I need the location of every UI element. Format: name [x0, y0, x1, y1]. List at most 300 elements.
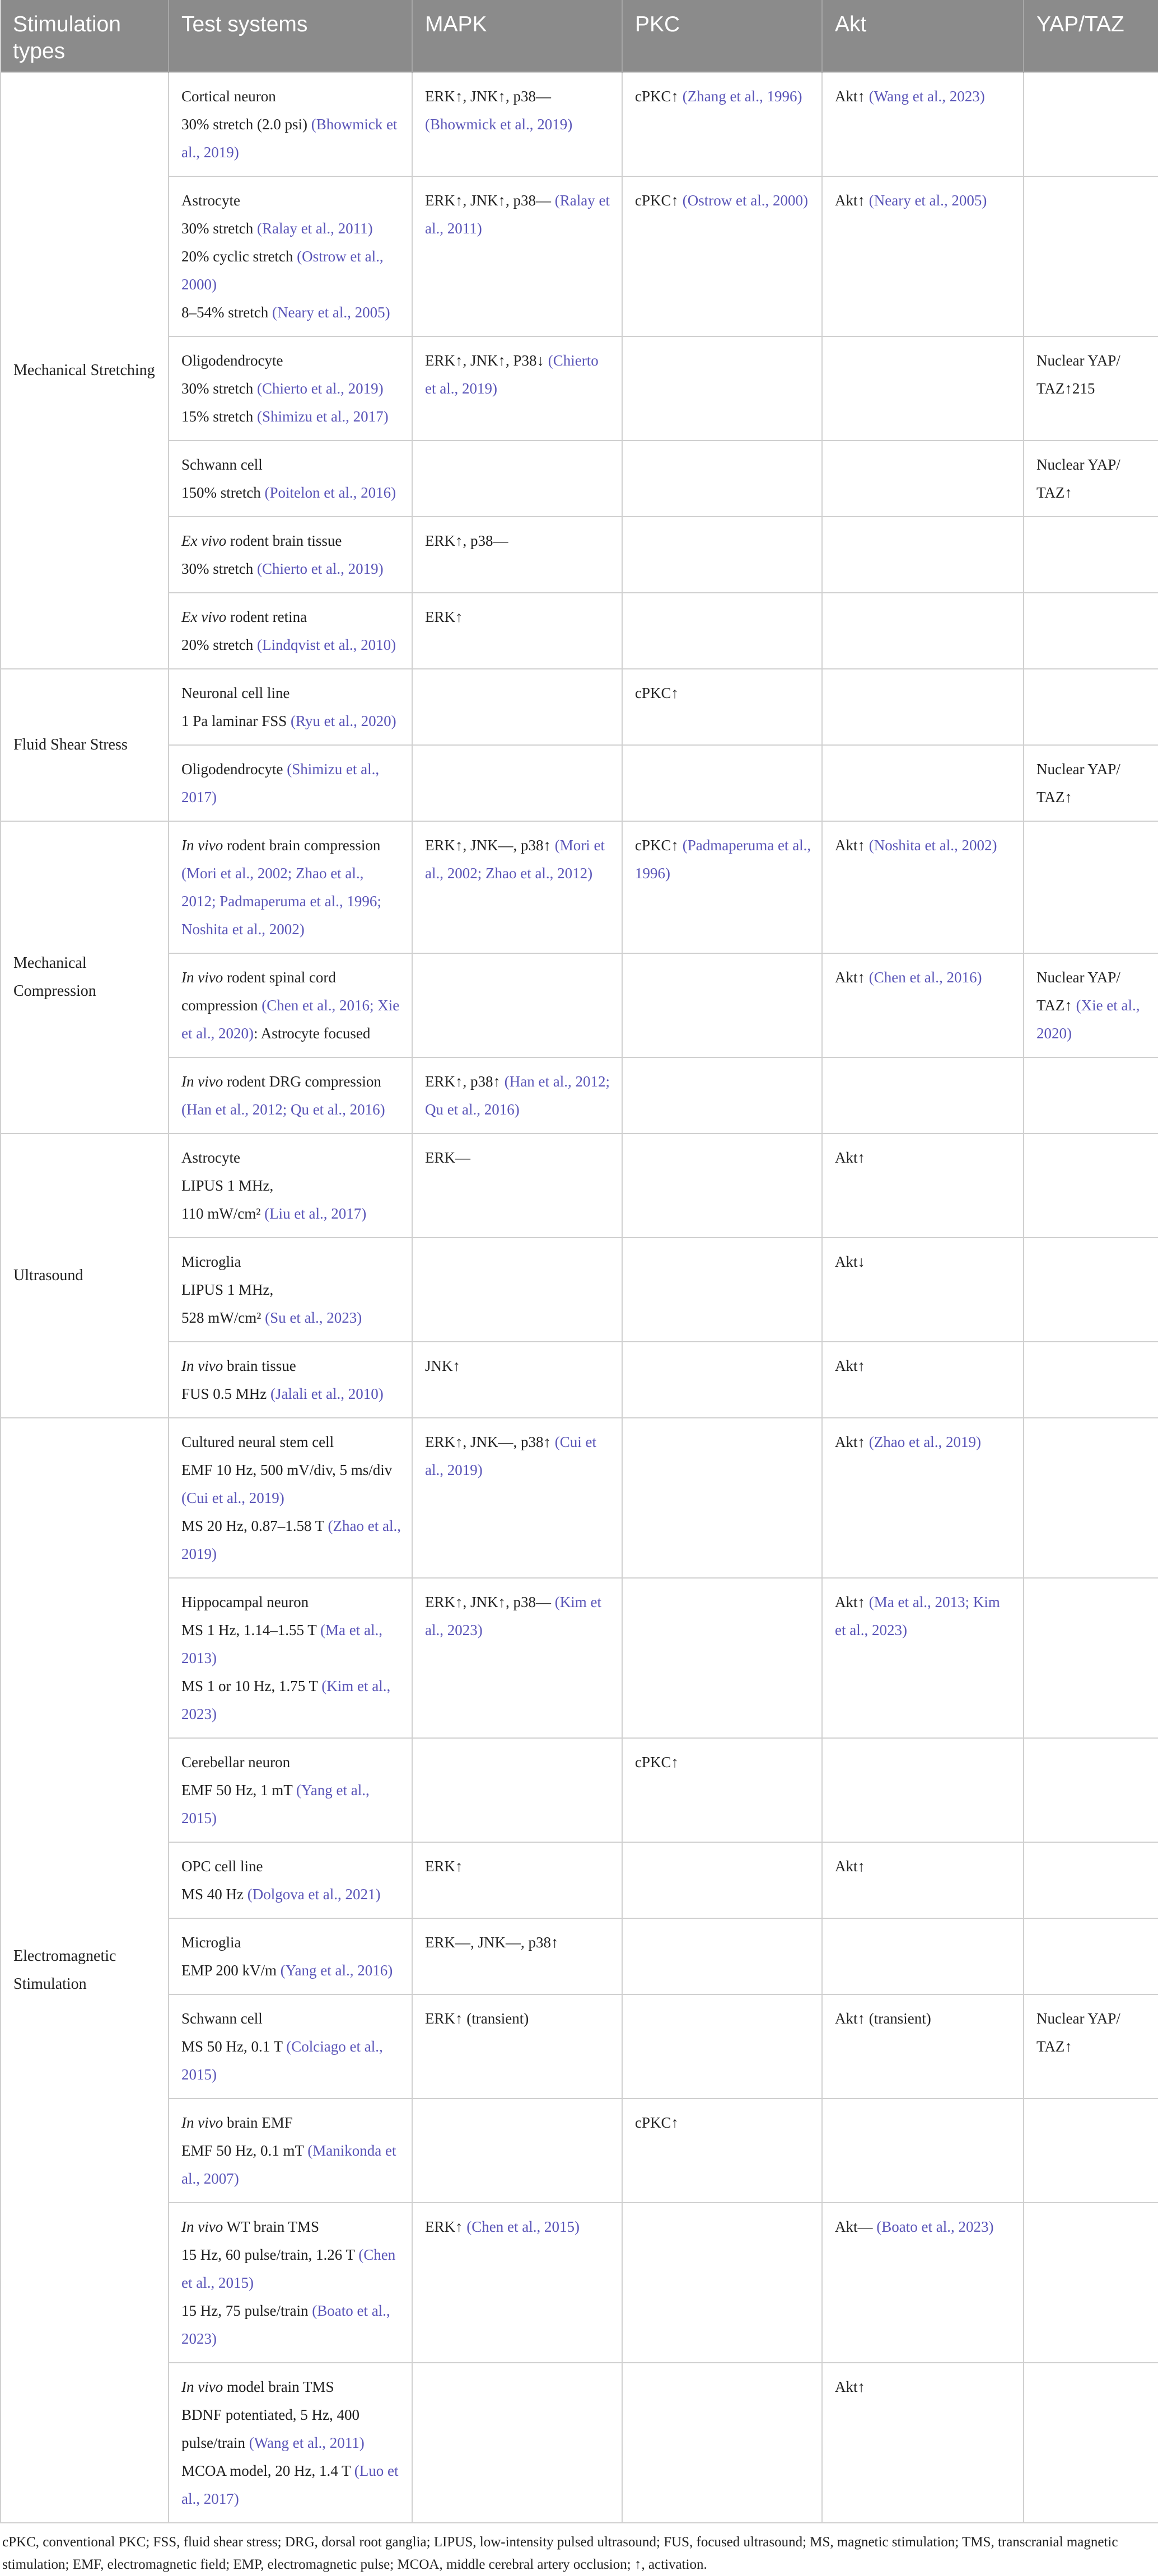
cell-line — [181, 1172, 401, 1200]
stimulation-type-cell: Fluid Shear Stress — [1, 669, 169, 821]
table-row — [1, 2099, 1158, 2203]
akt-cell — [822, 2099, 1024, 2203]
cell-line — [181, 2213, 401, 2241]
cell-line — [181, 374, 401, 402]
table-row — [1, 1842, 1158, 1918]
citation-link[interactable]: (Zhao et al., 2019) — [181, 1518, 401, 1562]
cell-line — [425, 1852, 611, 1880]
cell-text: Akt↑ — [835, 1434, 869, 1450]
citation-link[interactable]: (Noshita et al., 2002) — [868, 837, 997, 854]
citation-link[interactable]: (Ma et al., 2013; Kim et al., 2023) — [835, 1594, 1000, 1638]
cell-text: Schwann cell — [181, 2010, 263, 2027]
akt-cell — [822, 2363, 1024, 2523]
cell-line — [181, 298, 401, 326]
cell-line — [181, 346, 401, 374]
akt-cell — [822, 1738, 1024, 1842]
mapk-cell — [412, 1134, 622, 1238]
table-footnote: cPKC, conventional PKC; FSS, fluid shear stress; DRG, dorsal root ganglia; LIPUS, low-intensity pulsed ultrasound; FUS, focused ultrasound; MS, magnetic stimulation; TMS, transcranial magnetic stimulation; EMF, electromagnetic field; EMP, electromagnetic pulse; MCOA, middle cerebral artery occlusion; ↑, activation. — [2, 2535, 1118, 2572]
citation-link[interactable]: (Chen et al., 2015) — [181, 2246, 396, 2291]
cell-text: In vivo — [181, 969, 223, 986]
mapk-cell — [412, 72, 622, 176]
yap-taz-cell — [1024, 1134, 1158, 1238]
cell-line — [425, 603, 611, 631]
cell-text: MS 40 Hz — [181, 1886, 248, 1903]
cell-text: EMF 50 Hz, 1 mT — [181, 1782, 297, 1798]
cell-text: rodent DRG compression — [223, 1073, 381, 1090]
pkc-cell — [622, 953, 822, 1057]
akt-cell — [822, 176, 1024, 336]
cell-line — [835, 1428, 1013, 1456]
cell-line — [181, 214, 401, 242]
citation-link[interactable]: (Neary et al., 2005) — [868, 192, 987, 209]
table-header — [1, 0, 1158, 72]
cell-text: Ex vivo — [181, 608, 227, 625]
cell-text: ERK↑ (transient) — [425, 2010, 529, 2027]
citation-link[interactable]: (Ryu et al., 2020) — [291, 713, 396, 729]
mapk-cell — [412, 1057, 622, 1134]
cell-line — [181, 707, 401, 735]
cell-text: ERK↑ — [425, 1858, 463, 1875]
cell-text: cPKC↑ — [635, 1754, 679, 1771]
cell-line — [181, 2457, 401, 2513]
akt-cell — [822, 1342, 1024, 1418]
table-row — [1, 176, 1158, 336]
cell-text: In vivo — [181, 2378, 223, 2395]
akt-cell — [822, 821, 1024, 953]
cell-line — [181, 242, 401, 298]
cell-line — [835, 1852, 1013, 1880]
cell-line — [635, 831, 811, 887]
cell-line — [425, 1352, 611, 1380]
akt-cell — [822, 1134, 1024, 1238]
citation-link[interactable]: (Cui et al., 2019) — [425, 1434, 597, 1478]
cell-text: model brain TMS — [223, 2378, 334, 2395]
cell-line — [181, 1776, 401, 1832]
cell-text: ERK↑, JNK↑, p38— — [425, 1594, 555, 1610]
mapk-cell — [412, 2363, 622, 2523]
citation-link[interactable]: (Cui et al., 2019) — [181, 1490, 284, 1506]
cell-text: Akt↑ — [835, 1594, 869, 1610]
cell-text: Cultured neural stem cell — [181, 1434, 334, 1450]
pkc-cell — [622, 2203, 822, 2363]
test-system-cell — [169, 1738, 412, 1842]
pkc-cell — [622, 441, 822, 517]
cell-text: WT brain TMS — [223, 2218, 319, 2235]
citation-link[interactable]: (Su et al., 2023) — [265, 1309, 362, 1326]
cell-line — [181, 2137, 401, 2193]
pkc-cell — [622, 1842, 822, 1918]
table-row — [1, 1994, 1158, 2099]
test-system-cell — [169, 821, 412, 953]
cell-line — [181, 831, 401, 943]
table-row — [1, 821, 1158, 953]
cell-line — [181, 603, 401, 631]
mapk-cell — [412, 1238, 622, 1342]
mapk-cell — [412, 1578, 622, 1738]
citation-link[interactable]: (Chierto et al., 2019) — [256, 380, 384, 397]
cell-text: ERK— — [425, 1149, 470, 1166]
table-row — [1, 72, 1158, 176]
mapk-cell — [412, 441, 622, 517]
pkc-cell — [622, 745, 822, 821]
cell-text: In vivo — [181, 837, 223, 854]
cell-line — [425, 527, 611, 555]
cell-text: Astrocyte — [181, 1149, 240, 1166]
akt-cell — [822, 336, 1024, 441]
pkc-cell — [622, 2363, 822, 2523]
citation-link[interactable]: (Colciago et al., 2015) — [181, 2038, 383, 2083]
cell-text: JNK↑ — [425, 1357, 461, 1374]
citation-link[interactable]: (Han et al., 2012; Qu et al., 2016) — [425, 1073, 610, 1118]
cell-text: brain EMF — [223, 2114, 293, 2131]
cell-text: Nuclear YAP/ TAZ↑ — [1036, 456, 1120, 501]
table-row — [1, 1578, 1158, 1738]
akt-cell — [822, 953, 1024, 1057]
cell-text: ERK↑, p38— — [425, 532, 508, 549]
cell-text: BDNF potentiated, 5 Hz, 400 pulse/train — [181, 2406, 359, 2451]
citation-link[interactable]: (Ostrow et al., 2000) — [682, 192, 808, 209]
akt-cell — [822, 1238, 1024, 1342]
stimulation-type-cell: Electromagnetic Stimulation — [1, 1418, 169, 2523]
cell-text: ERK↑, JNK↑, p38— — [425, 88, 552, 105]
test-system-cell — [169, 517, 412, 593]
cell-text: EMP 200 kV/m — [181, 1962, 281, 1979]
citation-link[interactable]: (Zhao et al., 2019) — [868, 1434, 981, 1450]
cell-line — [181, 1616, 401, 1672]
cell-text: 20% cyclic stretch — [181, 248, 297, 265]
cell-line — [835, 2004, 1013, 2032]
cell-line — [425, 346, 611, 402]
cell-text: ERK↑, p38↑ — [425, 1073, 505, 1090]
cell-line — [181, 1380, 401, 1408]
citation-link[interactable]: (Dolgova et al., 2021) — [247, 1886, 381, 1903]
test-system-cell — [169, 593, 412, 669]
header-stimulation-types: Stimulation types — [1, 0, 169, 72]
yap-taz-cell — [1024, 821, 1158, 953]
cell-line — [835, 1248, 1013, 1276]
citation-link[interactable]: (Boato et al., 2023) — [181, 2302, 390, 2347]
cell-line — [181, 2297, 401, 2353]
pkc-cell — [622, 1918, 822, 1994]
cell-text: 15 Hz, 75 pulse/train — [181, 2302, 312, 2319]
cell-line — [425, 831, 611, 887]
citation-link[interactable]: (Jalali et al., 2010) — [270, 1385, 384, 1402]
akt-cell — [822, 2203, 1024, 2363]
cell-text: Cortical neuron — [181, 88, 276, 105]
cell-text: Akt↓ — [835, 1253, 865, 1270]
test-system-cell — [169, 1238, 412, 1342]
cell-text: OPC cell line — [181, 1858, 263, 1875]
citation-link[interactable]: (Poitelon et al., 2016) — [264, 484, 396, 501]
citation-link[interactable]: (Bhowmick et al., 2019) — [181, 116, 398, 161]
cell-line — [425, 1928, 611, 1956]
yap-taz-cell — [1024, 1994, 1158, 2099]
cell-line — [835, 186, 1013, 214]
cell-text: ERK—, JNK—, p38↑ — [425, 1934, 559, 1951]
citation-link[interactable]: (Kim et al., 2023) — [425, 1594, 601, 1638]
cell-text: MS 20 Hz, 0.87–1.58 T — [181, 1518, 328, 1534]
cell-text: 15% stretch — [181, 408, 257, 425]
citation-link[interactable]: (Lindqvist et al., 2010) — [256, 636, 396, 653]
cell-line — [835, 2213, 1013, 2241]
citation-link[interactable]: (Mori et al., 2002; Zhao et al., 2012) — [425, 837, 605, 882]
citation-link[interactable]: (Chen et al., 2016; Xie et al., 2020) — [181, 997, 400, 1042]
cell-text: LIPUS 1 MHz, — [181, 1177, 274, 1194]
cell-text: MS 1 Hz, 1.14–1.55 T — [181, 1622, 321, 1638]
cell-text: Akt↑ — [835, 2378, 865, 2395]
cell-line — [181, 2109, 401, 2137]
header-yap-taz: YAP/TAZ — [1024, 0, 1158, 72]
citation-link[interactable]: (Ralay et al., 2011) — [425, 192, 610, 237]
cell-line — [425, 2213, 611, 2241]
cell-line — [181, 2241, 401, 2297]
cell-text: 1 Pa laminar FSS — [181, 713, 291, 729]
citation-link[interactable]: (Kim et al., 2023) — [181, 1678, 391, 1722]
cell-line — [181, 402, 401, 430]
cell-line — [181, 82, 401, 110]
citation-link[interactable]: (Boato et al., 2023) — [876, 2218, 994, 2235]
mapk-cell — [412, 336, 622, 441]
akt-cell — [822, 1418, 1024, 1578]
cell-line — [181, 1928, 401, 1956]
test-system-cell — [169, 745, 412, 821]
citation-link[interactable]: (Yang et al., 2015) — [181, 1782, 370, 1826]
cell-line — [425, 2004, 611, 2032]
pkc-cell — [622, 2099, 822, 2203]
pkc-cell — [622, 517, 822, 593]
cell-line — [635, 1748, 811, 1776]
yap-taz-cell — [1024, 953, 1158, 1057]
pkc-cell — [622, 1057, 822, 1134]
citation-link[interactable]: (Chen et al., 2016) — [868, 969, 982, 986]
cell-text: Nuclear YAP/ TAZ↑ — [1036, 761, 1120, 805]
test-system-cell — [169, 2099, 412, 2203]
akt-cell — [822, 669, 1024, 745]
test-system-cell — [169, 441, 412, 517]
cell-line — [181, 2004, 401, 2032]
mapk-cell — [412, 669, 622, 745]
cell-text: Akt↑ — [835, 1858, 865, 1875]
pkc-cell — [622, 72, 822, 176]
test-system-cell — [169, 1342, 412, 1418]
test-system-cell — [169, 336, 412, 441]
citation-link[interactable]: (Wang et al., 2011) — [249, 2434, 365, 2451]
cell-text: LIPUS 1 MHz, — [181, 1281, 274, 1298]
stimulation-type-cell: Mechanical Stretching — [1, 72, 169, 669]
yap-taz-cell — [1024, 745, 1158, 821]
cell-line — [835, 1352, 1013, 1380]
mapk-cell — [412, 1918, 622, 1994]
table-row — [1, 441, 1158, 517]
cell-line — [181, 1248, 401, 1276]
cell-text: EMF 50 Hz, 0.1 mT — [181, 2142, 308, 2159]
cell-text: brain tissue — [223, 1357, 296, 1374]
mapk-cell — [412, 1738, 622, 1842]
citation-link[interactable]: (Yang et al., 2016) — [280, 1962, 393, 1979]
cell-line — [835, 1144, 1013, 1172]
citation-link[interactable]: (Chierto et al., 2019) — [256, 560, 384, 577]
cell-text: rodent spinal cord compression — [181, 969, 336, 1014]
cell-line — [181, 1852, 401, 1880]
table-row — [1, 953, 1158, 1057]
cell-line — [425, 1144, 611, 1172]
cell-text: 20% stretch — [181, 636, 257, 653]
table-row — [1, 517, 1158, 593]
citation-link[interactable]: (Shimizu et al., 2017) — [181, 761, 380, 805]
cell-line — [181, 2401, 401, 2457]
mapk-cell — [412, 821, 622, 953]
cell-text: In vivo — [181, 1357, 223, 1374]
header-akt: Akt — [822, 0, 1024, 72]
pkc-cell — [622, 1134, 822, 1238]
pkc-cell — [622, 1578, 822, 1738]
cell-text: Schwann cell — [181, 456, 263, 473]
table-row — [1, 2363, 1158, 2523]
mapk-cell — [412, 2203, 622, 2363]
cell-line — [181, 1588, 401, 1616]
test-system-cell — [169, 953, 412, 1057]
cell-line — [425, 1588, 611, 1644]
test-system-cell — [169, 669, 412, 745]
citation-link[interactable]: (Shimizu et al., 2017) — [256, 408, 389, 425]
mapk-cell — [412, 176, 622, 336]
cell-line — [181, 186, 401, 214]
cell-text: 150% stretch — [181, 484, 265, 501]
table-row — [1, 1342, 1158, 1418]
header-row — [1, 0, 1158, 72]
stimulation-type-cell: Mechanical Compression — [1, 821, 169, 1134]
cell-line — [635, 82, 811, 110]
citation-link[interactable]: (Ostrow et al., 2000) — [181, 248, 384, 293]
akt-cell — [822, 1842, 1024, 1918]
table-row — [1, 745, 1158, 821]
cell-text: In vivo — [181, 2114, 223, 2131]
cell-text: rodent brain compression — [223, 837, 381, 854]
cell-line — [635, 679, 811, 707]
table-row — [1, 1738, 1158, 1842]
cell-text: 8–54% stretch — [181, 304, 272, 321]
yap-taz-cell — [1024, 1918, 1158, 1994]
citation-link[interactable]: (Chierto et al., 2019) — [425, 352, 599, 397]
mapk-cell — [412, 953, 622, 1057]
citation-link[interactable]: (Han et al., 2012; Qu et al., 2016) — [181, 1101, 385, 1118]
cell-line — [835, 1588, 1013, 1644]
yap-taz-cell — [1024, 1057, 1158, 1134]
yap-taz-cell — [1024, 593, 1158, 669]
cell-line — [181, 1748, 401, 1776]
akt-cell — [822, 72, 1024, 176]
yap-taz-cell — [1024, 72, 1158, 176]
cell-text: EMF 10 Hz, 500 mV/div, 5 ms/div — [181, 1462, 393, 1478]
cell-line — [1036, 346, 1148, 402]
table-row — [1, 669, 1158, 745]
header-test-systems: Test systems — [169, 0, 412, 72]
citation-link[interactable]: (Wang et al., 2023) — [868, 88, 985, 105]
cell-text: 30% stretch — [181, 220, 257, 237]
yap-taz-cell — [1024, 1842, 1158, 1918]
cell-text: 30% stretch — [181, 560, 257, 577]
akt-cell — [822, 1918, 1024, 1994]
cell-text: Hippocampal neuron — [181, 1594, 309, 1610]
table-row — [1, 1057, 1158, 1134]
cell-line — [181, 1304, 401, 1332]
test-system-cell — [169, 2203, 412, 2363]
cell-text: Akt↑ — [835, 88, 869, 105]
citation-link[interactable]: (Mori et al., 2002; Zhao et al., 2012; Padmaperuma et al., 1996; Noshita et al., 2002) — [181, 865, 381, 938]
citation-link[interactable]: (Xie et al., 2020) — [1036, 997, 1140, 1042]
yap-taz-cell — [1024, 2363, 1158, 2523]
cell-line — [181, 1880, 401, 1908]
pkc-cell — [622, 176, 822, 336]
citation-link[interactable]: (Ralay et al., 2011) — [256, 220, 373, 237]
stimulation-type-cell: Ultrasound — [1, 1134, 169, 1418]
cell-text: cPKC↑ — [635, 2114, 679, 2131]
citation-link[interactable]: (Chen et al., 2015) — [466, 2218, 580, 2235]
cell-line — [835, 2373, 1013, 2401]
cell-text: 30% stretch — [181, 380, 257, 397]
cell-line — [181, 1456, 401, 1512]
cell-text: Nuclear YAP/ TAZ↑215 — [1036, 352, 1120, 397]
pkc-cell — [622, 1342, 822, 1418]
yap-taz-cell — [1024, 176, 1158, 336]
cell-line — [425, 82, 611, 138]
citation-link[interactable]: (Bhowmick et al., 2019) — [425, 116, 573, 133]
cell-text: ERK↑ — [425, 608, 463, 625]
cell-text: Akt↑ — [835, 1357, 865, 1374]
yap-taz-cell — [1024, 336, 1158, 441]
cell-text: rodent retina — [226, 608, 307, 625]
test-system-cell — [169, 2363, 412, 2523]
cell-line — [635, 2109, 811, 2137]
yap-taz-cell — [1024, 669, 1158, 745]
cell-text: 110 mW/cm² — [181, 1205, 265, 1222]
test-system-cell — [169, 1057, 412, 1134]
cell-text: cPKC↑ — [635, 837, 683, 854]
citation-link[interactable]: (Ma et al., 2013) — [181, 1622, 382, 1666]
pkc-cell — [622, 1738, 822, 1842]
cell-text: ERK↑, JNK—, p38↑ — [425, 1434, 555, 1450]
cell-text: cPKC↑ — [635, 192, 683, 209]
pkc-cell — [622, 1238, 822, 1342]
cell-text: Neuronal cell line — [181, 685, 290, 701]
pkc-cell — [622, 821, 822, 953]
pkc-cell — [622, 1418, 822, 1578]
cell-line — [1036, 963, 1148, 1047]
yap-taz-cell — [1024, 1418, 1158, 1578]
cell-text: Oligodendrocyte — [181, 352, 283, 369]
citation-link[interactable]: (Neary et al., 2005) — [272, 304, 390, 321]
mapk-cell — [412, 2099, 622, 2203]
cell-line — [835, 831, 1013, 859]
cell-text: ERK↑, JNK↑, P38↓ — [425, 352, 548, 369]
citation-link[interactable]: (Manikonda et al., 2007) — [181, 2142, 396, 2187]
citation-link[interactable]: (Padmaperuma et al., 1996) — [635, 837, 811, 882]
cell-line — [181, 963, 401, 1047]
cell-text: FUS 0.5 MHz — [181, 1385, 271, 1402]
citation-link[interactable]: (Zhang et al., 1996) — [682, 88, 802, 105]
cell-text: 528 mW/cm² — [181, 1309, 265, 1326]
test-system-cell — [169, 1578, 412, 1738]
citation-link[interactable]: (Liu et al., 2017) — [264, 1205, 367, 1222]
cell-text: Akt↑ — [835, 1149, 865, 1166]
cell-line — [181, 1067, 401, 1123]
cell-line — [425, 1067, 611, 1123]
citation-link[interactable]: (Luo et al., 2017) — [181, 2462, 399, 2507]
akt-cell — [822, 1994, 1024, 2099]
yap-taz-cell — [1024, 441, 1158, 517]
cell-line — [181, 1144, 401, 1172]
yap-taz-cell — [1024, 2203, 1158, 2363]
